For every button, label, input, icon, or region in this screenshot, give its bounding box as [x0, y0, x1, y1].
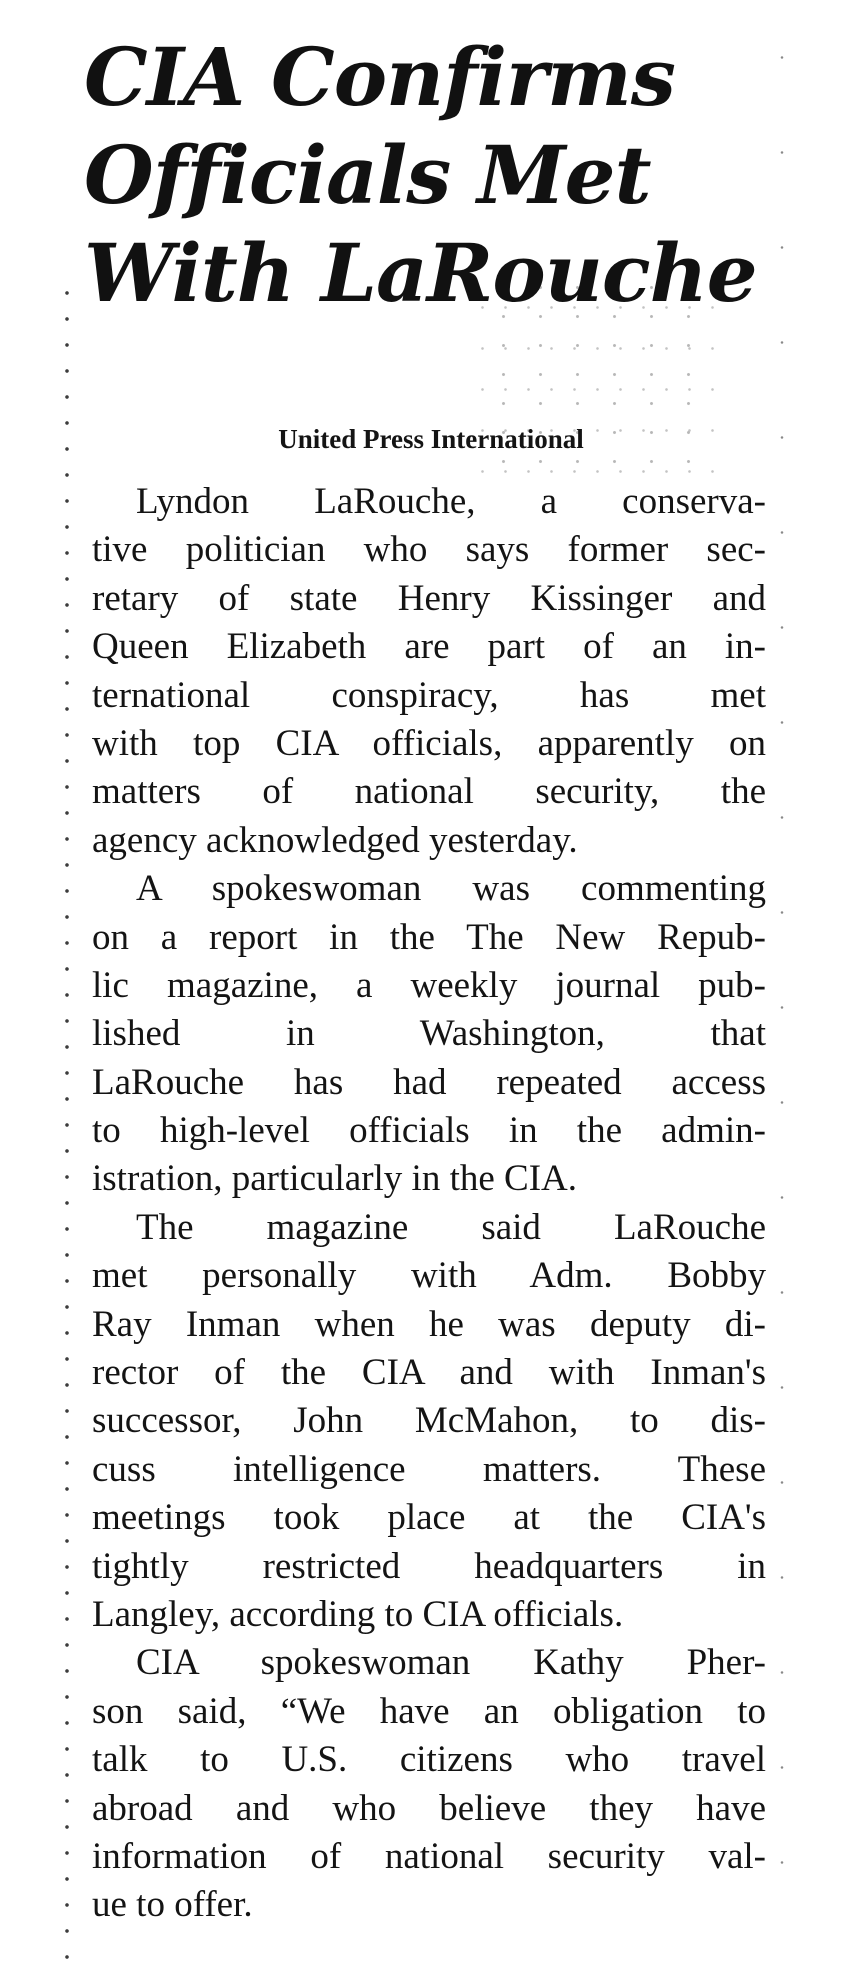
body-text-line: tightly restricted headquarters in [92, 1545, 766, 1587]
headline-line: CIA Confirms [84, 30, 675, 124]
body-text-line: retary of state Henry Kissinger and [92, 577, 766, 619]
body-text-line: The magazine said LaRouche [136, 1206, 766, 1248]
headline [84, 28, 764, 322]
body-text-line: ternational conspiracy, has met [92, 674, 766, 716]
body-text-line: to high-level officials in the admin- [92, 1110, 766, 1152]
body-text-line: matters of national security, the [92, 771, 766, 813]
scan-edge-right [780, 10, 784, 1910]
body-text-line: talk to U.S. citizens who travel [92, 1739, 766, 1781]
body-text-line: Queen Elizabeth are part of an in- [92, 626, 766, 668]
body-text-line: CIA spokeswoman Kathy Pher- [136, 1642, 766, 1684]
body-text-line: tive politician who says former sec- [92, 529, 766, 571]
body-text-line: with top CIA officials, apparently on [92, 722, 766, 764]
body-text-line: Lyndon LaRouche, a conserva- [136, 481, 766, 522]
scan-edge-left [64, 280, 70, 1970]
body-text-line: istration, particularly in the CIA. [92, 1158, 577, 1200]
body-text-line: on a report in the The New Repub- [92, 916, 766, 958]
body-text-line: lic magazine, a weekly journal pub- [92, 964, 766, 1006]
headline-line: Officials Met [84, 128, 651, 222]
body-text-line: meetings took place at the CIA's [92, 1497, 766, 1539]
body-text-line: A spokeswoman was commenting [136, 868, 766, 910]
body-text-line: lished in Washington, that [92, 1013, 766, 1055]
body-text-line: rector of the CIA and with Inman's [92, 1352, 766, 1394]
body-text-line: successor, John McMahon, to dis- [92, 1400, 766, 1442]
byline: United Press International [278, 424, 584, 454]
body-text-line: LaRouche has had repeated access [92, 1061, 766, 1103]
body-text-line: information of national security val- [92, 1835, 766, 1877]
body-text-line: son said, “We have an obligation to [92, 1690, 766, 1732]
headline-line: With LaRouche [84, 226, 757, 320]
body-text-line: Langley, according to CIA officials. [92, 1593, 624, 1635]
body-text-line: abroad and who believe they have [92, 1787, 766, 1829]
body-text-line: met personally with Adm. Bobby [92, 1255, 766, 1297]
body-text-line: Ray Inman when he was deputy di- [92, 1303, 766, 1345]
body-text-line: ue to offer. [92, 1884, 253, 1926]
body-text-line: cuss intelligence matters. These [92, 1448, 766, 1490]
article-body [92, 478, 766, 1930]
body-text-line: agency acknowledged yesterday. [92, 819, 578, 861]
